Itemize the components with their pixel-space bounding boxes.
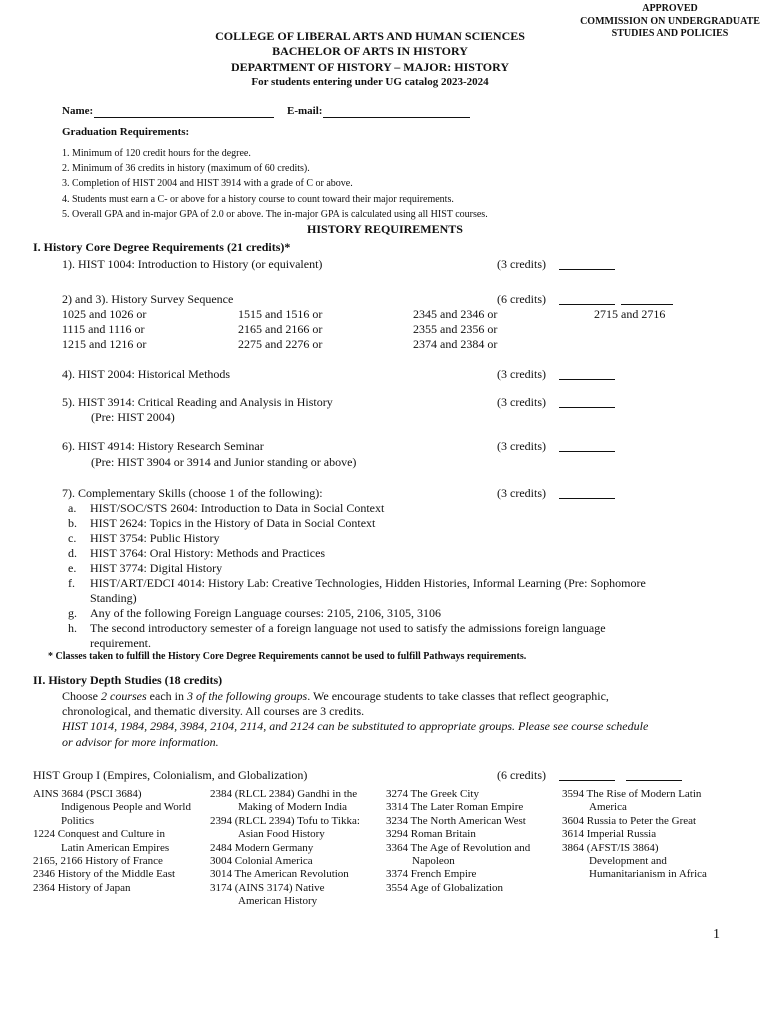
- skill-option-c: c. HIST 3754: Public History: [68, 531, 220, 545]
- email-label: E-mail:: [287, 105, 323, 117]
- survey-option: 2355 and 2356 or: [413, 322, 498, 336]
- core-item-6-credits: (3 credits): [497, 439, 546, 453]
- survey-option: 1515 and 1516 or: [238, 307, 323, 321]
- core-item-23-blank-1[interactable]: [559, 304, 615, 305]
- name-field[interactable]: [94, 117, 274, 118]
- graduation-item: 2. Minimum of 36 credits in history (maximum of 60 credits).: [62, 163, 310, 175]
- course-line: 3014 The American Revolution: [210, 868, 349, 881]
- survey-option: 2374 and 2384 or: [413, 337, 498, 351]
- core-item-6-prereq: (Pre: HIST 3904 or 3914 and Junior standing or above): [91, 455, 357, 469]
- course-line: 3864 (AFST/IS 3864): [562, 841, 659, 854]
- core-item-23-blank-2[interactable]: [621, 304, 673, 305]
- course-line: 2346 History of the Middle East: [33, 868, 176, 881]
- approval-line-1: APPROVED: [642, 3, 698, 14]
- survey-column-4: [594, 307, 665, 322]
- core-item-6: 6). HIST 4914: History Research Seminar: [62, 439, 264, 453]
- college-title: COLLEGE OF LIBERAL ARTS AND HUMAN SCIENCES: [215, 29, 525, 43]
- graduation-item: 4. Students must earn a C- or above for a history course to count toward their major requirements.: [62, 193, 454, 205]
- course-line: 2364 History of Japan: [33, 881, 131, 894]
- course-line: 2384 (RLCL 2384) Gandhi in the: [210, 788, 358, 800]
- survey-column-1: [62, 307, 146, 352]
- complementary-skills-list: [62, 501, 702, 651]
- course-line: 3554 Age of Globalization: [386, 881, 504, 894]
- group-1-title: HIST Group I (Empires, Colonialism, and Globalization): [33, 768, 308, 782]
- course-line: AINS 3684 (PSCI 3684): [33, 788, 142, 800]
- core-item-1-credits: (3 credits): [497, 257, 546, 271]
- group-1-credits: (6 credits): [497, 768, 546, 782]
- course-line: America: [589, 801, 627, 814]
- survey-option: 2715 and 2716: [594, 307, 666, 321]
- course-line: 3594 The Rise of Modern Latin: [562, 788, 702, 800]
- graduation-list: [62, 146, 488, 222]
- core-footnote: * Classes taken to fulfill the History Core Degree Requirements cannot be used to fulfill Pathways requirements.: [48, 651, 527, 662]
- core-item-4-credits: (3 credits): [497, 367, 546, 381]
- core-item-7: 7). Complementary Skills (choose 1 of the following):: [62, 486, 323, 500]
- group-1-column-3: [386, 788, 530, 895]
- graduation-heading: Graduation Requirements:: [62, 126, 190, 138]
- core-item-5: 5). HIST 3914: Critical Reading and Analysis in History: [62, 395, 333, 409]
- course-line: Indigenous People and World: [61, 801, 191, 814]
- survey-option: 2165 and 2166 or: [238, 322, 323, 336]
- email-field[interactable]: [323, 117, 470, 118]
- course-line: Humanitarianism in Africa: [589, 868, 707, 881]
- course-line: Latin American Empires: [61, 841, 170, 854]
- history-requirements-title: HISTORY REQUIREMENTS: [307, 222, 463, 236]
- degree-title: BACHELOR OF ARTS IN HISTORY: [272, 44, 468, 59]
- course-line: 3274 The Greek City: [386, 788, 479, 800]
- group-1-blank-1[interactable]: [559, 780, 615, 781]
- approval-line-2: COMMISSION ON UNDERGRADUATE: [580, 15, 760, 27]
- course-line: Politics: [61, 814, 95, 827]
- course-line: 3174 (AINS 3174) Native: [210, 881, 325, 894]
- course-line: Development and: [589, 855, 667, 868]
- course-line: American History: [238, 895, 318, 908]
- survey-column-2: [238, 307, 322, 352]
- group-1-column-4: [562, 788, 707, 882]
- approval-stamp: [570, 3, 770, 41]
- course-line: Asian Food History: [238, 828, 325, 841]
- core-item-5-prereq: (Pre: HIST 2004): [91, 410, 175, 424]
- core-item-1-blank[interactable]: [559, 269, 615, 270]
- group-1-blank-2[interactable]: [626, 780, 682, 781]
- core-item-4: 4). HIST 2004: Historical Methods: [62, 367, 231, 381]
- course-line: 2165, 2166 History of France: [33, 855, 163, 868]
- survey-option: 1025 and 1026 or: [62, 307, 147, 321]
- course-line: 2484 Modern Germany: [210, 841, 314, 854]
- core-item-7-blank[interactable]: [559, 498, 615, 499]
- depth-intro: Choose 2 courses each in 3 of the following groups. We encourage students to take classes that reflect geographic, chronological, and thematic diversity. All courses are 3 credits. HIST 1014, 1984, 2984, 3984, 2104, 2114, and 2124 can be substituted to appropriate groups. Please see course schedule or advisor for more information.: [62, 689, 649, 749]
- survey-column-3: [413, 307, 497, 352]
- department-title: DEPARTMENT OF HISTORY – MAJOR: HISTORY: [231, 59, 509, 74]
- course-line: Napoleon: [412, 855, 455, 868]
- core-item-1: 1). HIST 1004: Introduction to History (or equivalent): [62, 257, 323, 271]
- document-header: [170, 29, 570, 90]
- course-line: 2394 (RLCL 2394) Tofu to Tikka:: [210, 814, 360, 827]
- course-line: 3604 Russia to Peter the Great: [562, 814, 697, 827]
- skill-option-f: f. HIST/ART/EDCI 4014: History Lab: Creative Technologies, Hidden Histories, Informal Learning (Pre: Sophomore Standing): [68, 576, 646, 605]
- graduation-item: 1. Minimum of 120 credit hours for the degree.: [62, 148, 251, 159]
- core-item-4-blank[interactable]: [559, 379, 615, 380]
- core-item-7-credits: (3 credits): [497, 486, 546, 500]
- course-line: Making of Modern India: [238, 801, 348, 814]
- group-1-column-2: [210, 788, 360, 909]
- course-line: 3294 Roman Britain: [386, 828, 476, 841]
- course-line: 3314 The Later Roman Empire: [386, 801, 524, 814]
- course-line: 3364 The Age of Revolution and: [386, 841, 531, 854]
- graduation-item: 3. Completion of HIST 2004 and HIST 3914 with a grade of C or above.: [62, 178, 353, 190]
- skill-option-g: g. Any of the following Foreign Language courses: 2105, 2106, 3105, 3106: [68, 606, 441, 620]
- course-line: 3234 The North American West: [386, 814, 526, 827]
- course-line: 3004 Colonial America: [210, 855, 313, 868]
- page-number: 1: [713, 927, 720, 942]
- skill-option-e: e. HIST 3774: Digital History: [68, 561, 223, 575]
- course-line: 3614 Imperial Russia: [562, 828, 657, 841]
- skill-option-h: h. The second introductory semester of a foreign language not used to satisfy the admissions foreign language requirement.: [68, 621, 606, 650]
- core-item-23-credits: (6 credits): [497, 292, 546, 306]
- survey-option: 2345 and 2346 or: [413, 307, 498, 321]
- name-label: Name:: [62, 105, 94, 117]
- core-item-6-blank[interactable]: [559, 451, 615, 452]
- course-line: 1224 Conquest and Culture in: [33, 828, 165, 841]
- core-heading: I. History Core Degree Requirements (21 credits)*: [33, 240, 291, 254]
- approval-line-3: STUDIES AND POLICIES: [611, 28, 729, 39]
- core-item-23: 2) and 3). History Survey Sequence: [62, 292, 234, 306]
- skill-option-d: d. HIST 3764: Oral History: Methods and Practices: [68, 546, 326, 560]
- survey-option: 1215 and 1216 or: [62, 337, 147, 351]
- course-line: 3374 French Empire: [386, 868, 477, 881]
- depth-heading: II. History Depth Studies (18 credits): [33, 673, 223, 687]
- skill-option-b: b. HIST 2624: Topics in the History of Data in Social Context: [68, 516, 376, 530]
- skill-option-a: a. HIST/SOC/STS 2604: Introduction to Data in Social Context: [68, 501, 385, 515]
- survey-option: 1115 and 1116 or: [62, 322, 145, 336]
- catalog-note: For students entering under UG catalog 2023-2024: [251, 75, 489, 88]
- core-item-5-credits: (3 credits): [497, 395, 546, 409]
- group-1-column-1: [33, 788, 191, 895]
- core-item-5-blank[interactable]: [559, 407, 615, 408]
- survey-option: 2275 and 2276 or: [238, 337, 323, 351]
- graduation-item: 5. Overall GPA and in-major GPA of 2.0 or above. The in-major GPA is calculated using all HIST courses.: [62, 208, 488, 220]
